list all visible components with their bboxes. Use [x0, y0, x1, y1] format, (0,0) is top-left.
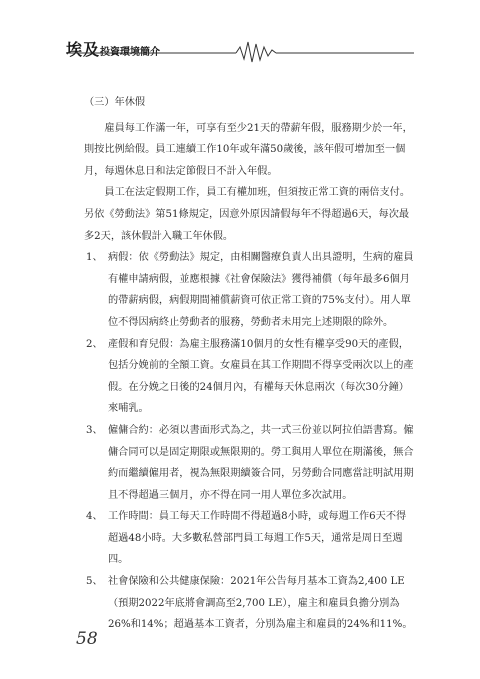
page-number: 58 [76, 629, 98, 649]
numbered-list [84, 247, 414, 636]
header-title-subtitle: 投資環境簡介 [100, 47, 161, 58]
list-item-text: 社會保險和公共健康保險：2021年公告每月基本工資為2,400 LE（預期2022年底將會調高至2,700 LE），雇主和雇員負擔分別為26%和14%；超過基本工資者，分別為雇主和雇員的24%和11%。 [108, 576, 413, 631]
list-item-text: 產假和育兒假：為雇主服務滿10個月的女性有權享受90天的產假，包括分娩前的全額工資。女雇員在其工作期間不得享受兩次以上的產假。在分娩之日後的24個月內，有權每天休息兩次（每次30分鐘）來哺乳。 [108, 338, 414, 415]
list-item-number: 2、 [86, 338, 103, 350]
paragraph: 員工在法定假期工作，員工有權加班，但須按正常工資的兩倍支付。另依《勞動法》第51條規定，因意外原因請假每年不得超過6天，每次最多2天，該休假計入職工年休假。 [84, 187, 411, 242]
list-item-number: 3、 [86, 424, 103, 436]
list-item-text: 工作時間：員工每天工作時間不得超過8小時，或每週工作6天不得超過48小時。大多數私營部門員工每週工作5天，通常是周日至週四。 [108, 511, 407, 566]
list-item [84, 420, 414, 506]
list-item [84, 247, 414, 333]
list-item-number: 1、 [86, 252, 103, 264]
heartbeat-line-icon [236, 42, 276, 62]
header-title-country: 埃及 [66, 40, 101, 59]
list-item-text: 病假：依《勞動法》規定，由相關醫療負責人出具證明，生病的雇員有權申請病假，並應根據《社會保險法》獲得補償（每年最多6個月的帶薪病假，病假期間補償薪資可依正常工資的75%支付）。用人單位不得因病終止勞動者的服務，勞動者未用完上述期限的除外。 [108, 252, 414, 328]
list-item [84, 334, 414, 420]
list-item-number: 4、 [86, 511, 103, 523]
list-item [84, 506, 414, 571]
paragraph: 雇員每工作滿一年，可享有至少21天的帶薪年假，服務期少於一年，則按比例給假。員工連續工作10年或年滿50歲後，該年假可增加至一個月，每週休息日和法定節假日不計入年假。 [84, 122, 413, 177]
header-rule-heartbeat [0, 0, 480, 70]
list-item-number: 5、 [86, 576, 103, 588]
running-header [0, 0, 480, 70]
list-item-text: 僱傭合約：必須以書面形式為之，共一式三份並以阿拉伯語書寫。僱傭合同可以是固定期限或無限期的。勞工與用人單位在期滿後，無合約而繼續僱用者，視為無限期續簽合同，另勞動合同應當註明試用期且不得超過三個月，亦不得在同一用人單位多次試用。 [108, 424, 414, 501]
page-body [84, 92, 414, 636]
list-item [84, 571, 414, 636]
section-heading: （三）年休假 [84, 97, 146, 108]
